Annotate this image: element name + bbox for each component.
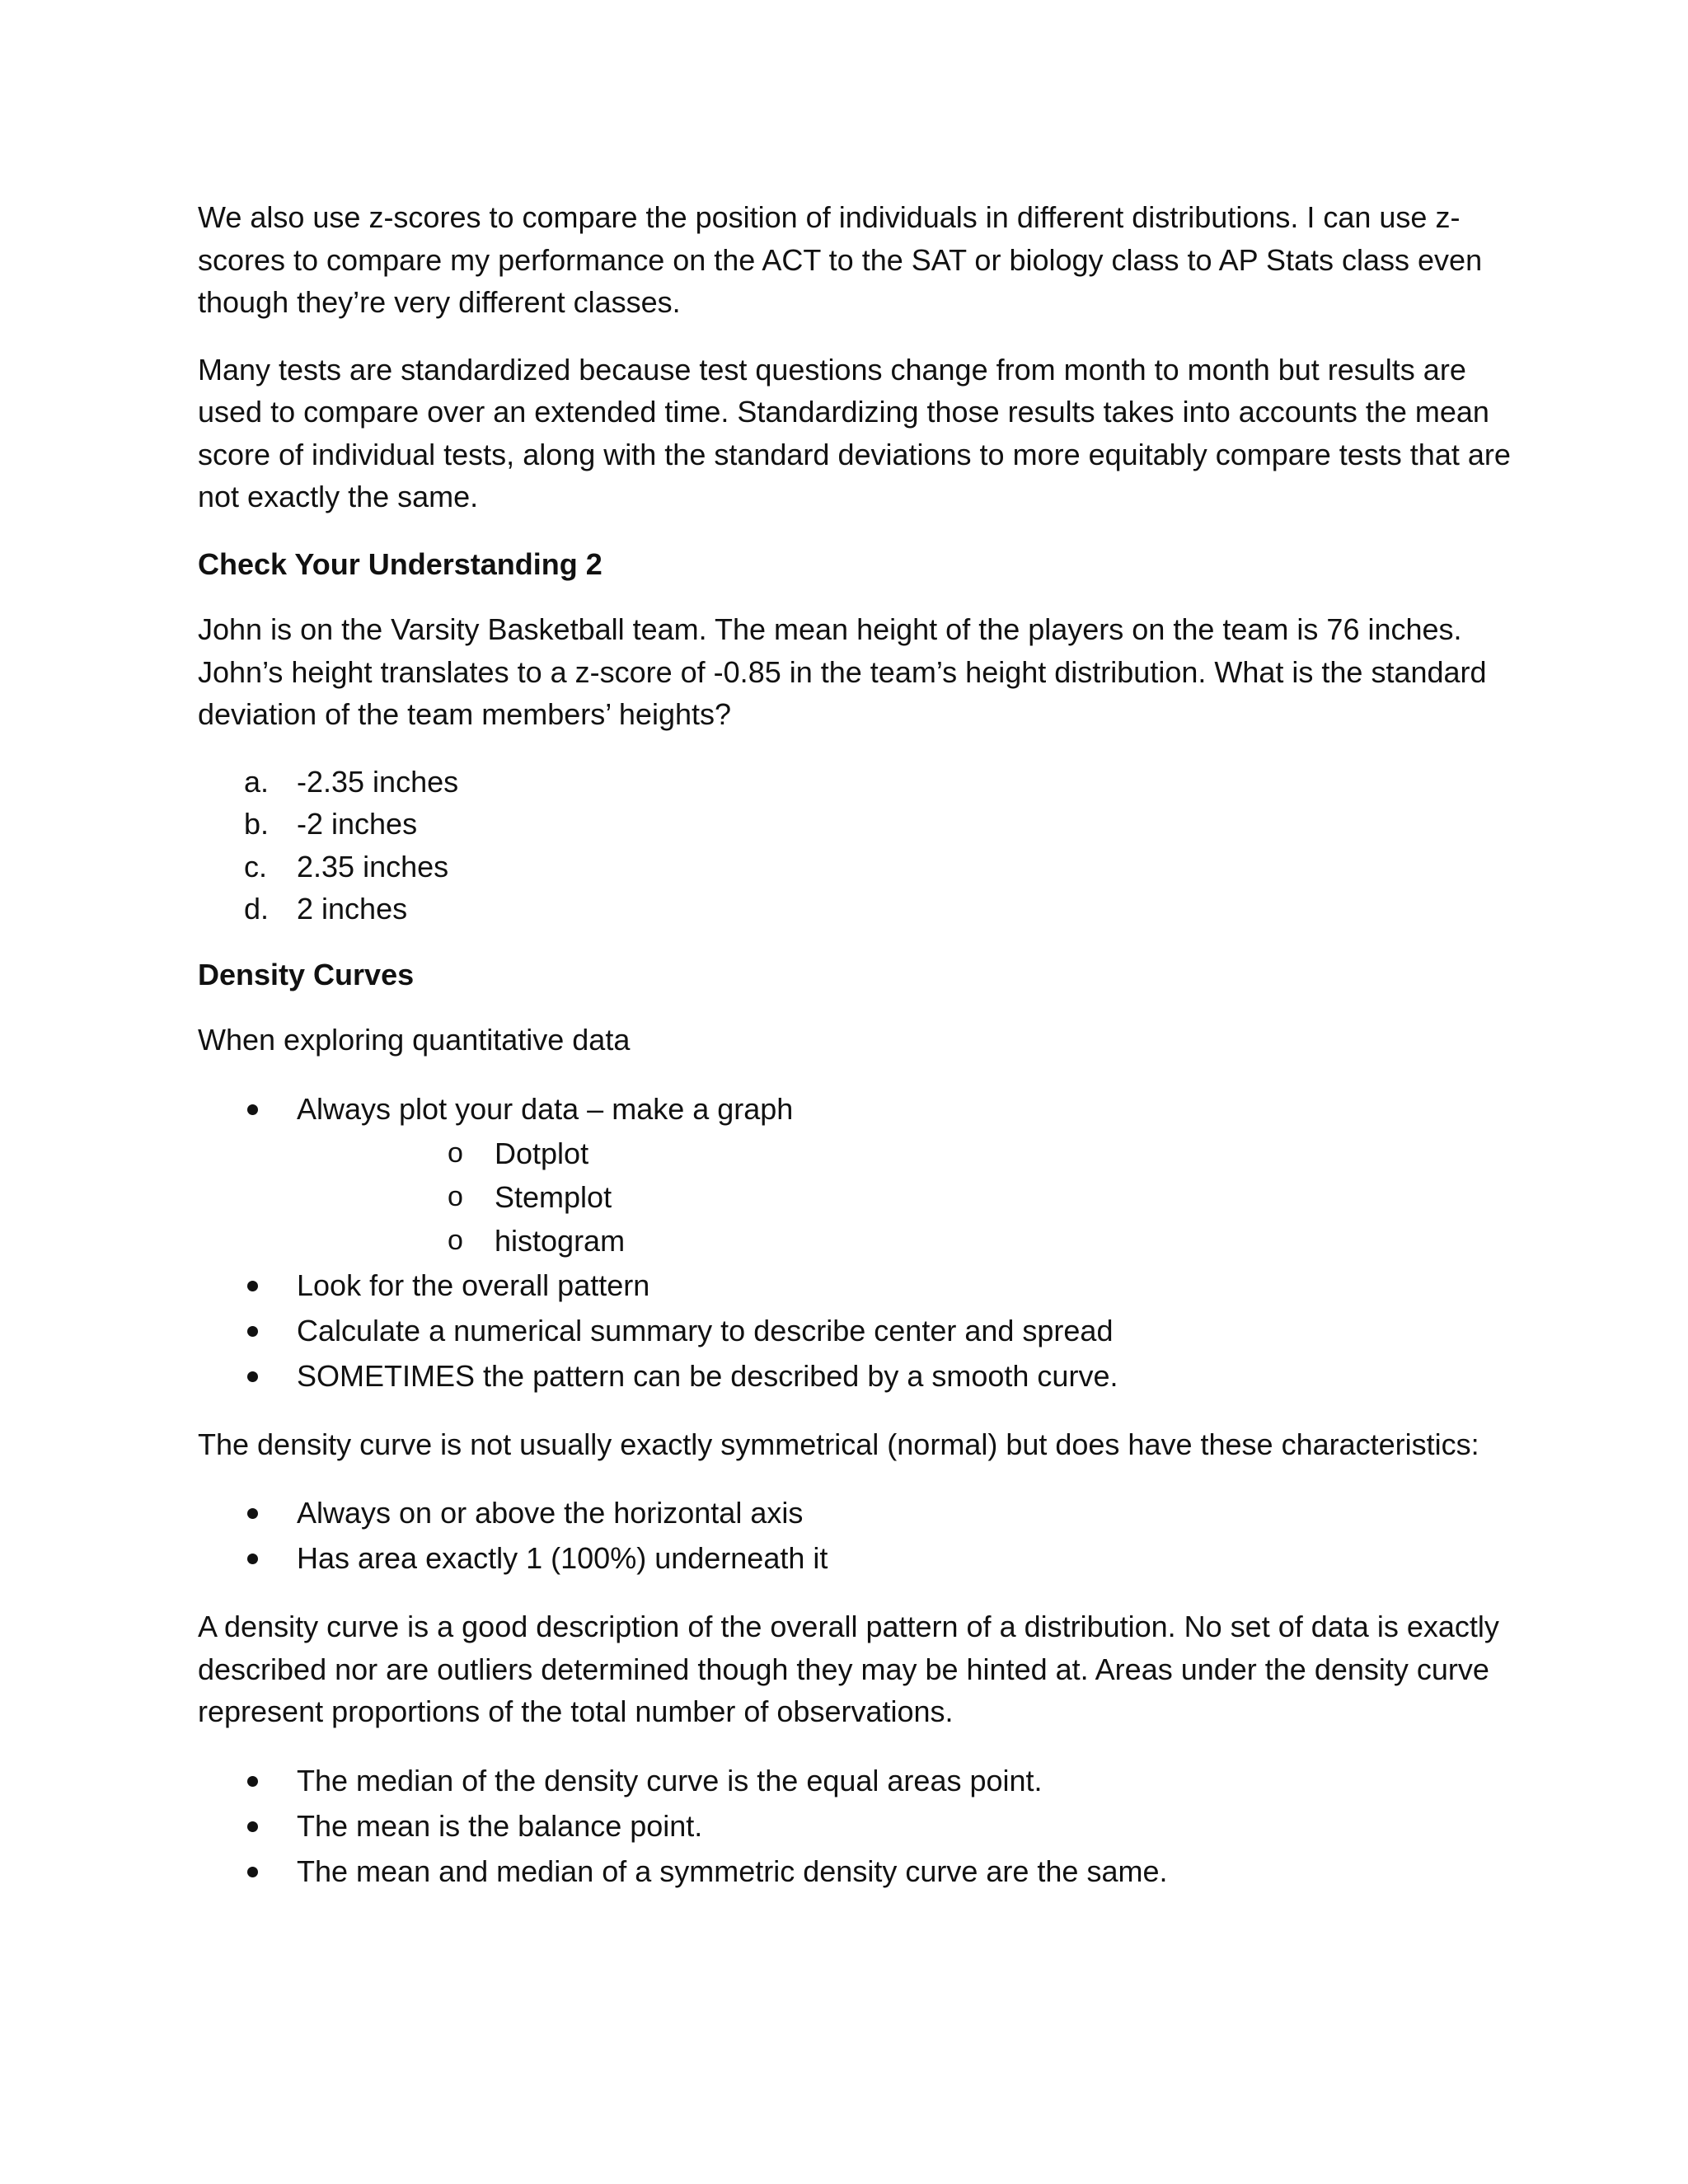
answer-choices xyxy=(198,761,1517,930)
sub-list-item xyxy=(297,1175,1517,1219)
list-item-text: Look for the overall pattern xyxy=(297,1268,650,1302)
bullet-icon xyxy=(247,1281,258,1291)
sub-list-item xyxy=(297,1132,1517,1175)
mean-median-list xyxy=(198,1758,1517,1894)
list-item-text: SOMETIMES the pattern can be described by a smooth curve. xyxy=(297,1358,1118,1393)
circle-bullet-icon: o xyxy=(448,1180,463,1212)
characteristics-intro: The density curve is not usually exactly symmetrical (normal) but does have these characteristics: xyxy=(198,1427,1479,1461)
list-item-text: Calculate a numerical summary to describe center and spread xyxy=(297,1313,1114,1347)
choice-text: -2 inches xyxy=(297,807,418,841)
list-item xyxy=(198,1535,1517,1581)
heading-check-understanding: Check Your Understanding 2 xyxy=(198,546,603,581)
bullet-icon xyxy=(247,1554,258,1564)
list-item xyxy=(198,1490,1517,1535)
list-item xyxy=(198,1308,1517,1353)
circle-bullet-icon: o xyxy=(448,1137,463,1169)
circle-bullet-icon: o xyxy=(448,1224,463,1256)
list-item-text: Always on or above the horizontal axis xyxy=(297,1496,804,1530)
bullet-icon xyxy=(247,1104,258,1115)
list-item-text: The mean and median of a symmetric density curve are the same. xyxy=(297,1854,1168,1888)
paragraph-z-score-comparison: We also use z-scores to compare the position of individuals in different distributions. I can use z-scores to compare my performance on the ACT to the SAT or biology class to AP Stats class even though they’re very different classes. xyxy=(198,200,1483,319)
choice-marker: d. xyxy=(244,892,270,926)
graph-types-list xyxy=(297,1132,1517,1263)
list-item-text: The median of the density curve is the equal areas point. xyxy=(297,1763,1043,1797)
list-item-text: Always plot your data – make a graph xyxy=(297,1091,794,1126)
sub-list-item-text: histogram xyxy=(495,1223,626,1258)
exploration-steps-list xyxy=(198,1086,1517,1399)
density-curve-description: A density curve is a good description of the overall pattern of a distribution. No set of data is exactly described nor are outliers determined though they may be hinted at. Areas under the density curve represent proportions of the total number of observations. xyxy=(198,1610,1499,1728)
list-item xyxy=(198,1849,1517,1894)
choice-marker: c. xyxy=(244,849,268,883)
list-item xyxy=(198,1803,1517,1849)
answer-choice xyxy=(198,846,1517,888)
choice-marker: a. xyxy=(244,764,270,799)
choice-text: 2 inches xyxy=(297,892,408,926)
list-item-text: The mean is the balance point. xyxy=(297,1808,703,1843)
choice-text: -2.35 inches xyxy=(297,764,459,799)
bullet-icon xyxy=(247,1508,258,1519)
intro-text: When exploring quantitative data xyxy=(198,1023,631,1057)
answer-choice xyxy=(198,888,1517,930)
characteristics-list xyxy=(198,1490,1517,1581)
list-item-text: Has area exactly 1 (100%) underneath it xyxy=(297,1541,828,1575)
heading-density-curves: Density Curves xyxy=(198,957,415,991)
sub-list-item xyxy=(297,1219,1517,1263)
paragraph-standardized-tests: Many tests are standardized because test questions change from month to month but results are used to compare over an extended time. Standardizing those results takes into accounts the mean score of individual tests, along with the standard deviations to more equitably compare tests that are not exactly the same. xyxy=(198,352,1511,513)
bullet-icon xyxy=(247,1776,258,1787)
choice-marker: b. xyxy=(244,807,270,841)
list-item xyxy=(198,1758,1517,1803)
answer-choice xyxy=(198,761,1517,804)
sub-list-item-text: Dotplot xyxy=(495,1136,589,1170)
bullet-icon xyxy=(247,1326,258,1337)
sub-list-item-text: Stemplot xyxy=(495,1179,612,1214)
list-item xyxy=(198,1263,1517,1308)
choice-text: 2.35 inches xyxy=(297,849,449,883)
bullet-icon xyxy=(247,1867,258,1877)
bullet-icon xyxy=(247,1821,258,1832)
list-item xyxy=(198,1353,1517,1399)
question-text: John is on the Varsity Basketball team. The mean height of the players on the team is 76 inches. John’s height translates to a z-score of -0.85 in the team’s height distribution. What is the standard deviation of the team members’ heights? xyxy=(198,612,1487,731)
list-item xyxy=(198,1086,1517,1263)
document-page xyxy=(198,196,1517,1919)
answer-choice xyxy=(198,803,1517,846)
bullet-icon xyxy=(247,1371,258,1382)
